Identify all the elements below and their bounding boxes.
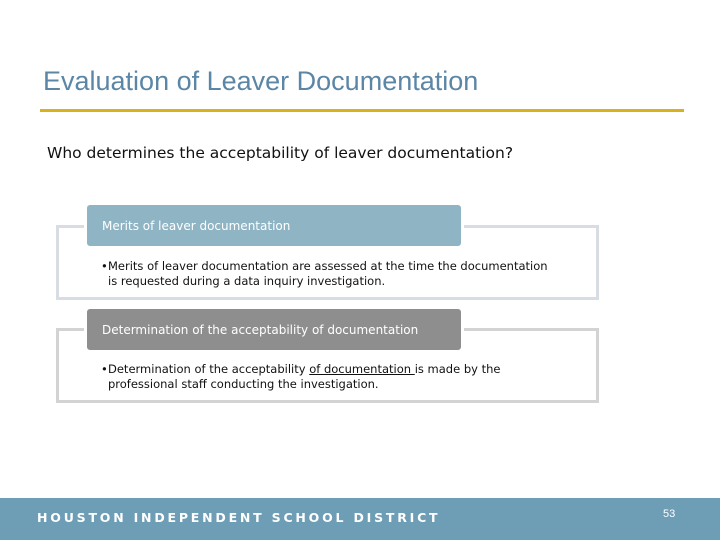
determination-bullet-line2: professional staff conducting the investigation.	[108, 377, 379, 391]
page-number: 53	[663, 508, 676, 520]
merits-bullet-line1: Merits of leaver documentation are assessed at the time the documentation	[108, 259, 548, 273]
determination-heading: Determination of the acceptability of documentation	[102, 323, 419, 337]
merits-heading-tab	[84, 202, 464, 249]
determination-bullet-underlined: of documentation	[309, 362, 415, 376]
determination-heading-tab	[84, 306, 464, 353]
bullet-icon: •	[101, 362, 108, 376]
merits-heading: Merits of leaver documentation	[102, 219, 291, 233]
question-text: Who determines the acceptability of leaver documentation?	[47, 144, 514, 162]
footer-bar	[0, 498, 720, 540]
determination-bullet-suffix: is made by the	[414, 362, 501, 376]
slide-title: Evaluation of Leaver Documentation	[43, 66, 479, 96]
merits-bullet-line2: is requested during a data inquiry investigation.	[108, 274, 386, 288]
determination-bullet	[101, 362, 571, 392]
determination-bullet-prefix: Determination of the acceptability	[108, 362, 310, 376]
title-divider	[40, 109, 684, 112]
organization-name: HOUSTON INDEPENDENT SCHOOL DISTRICT	[37, 510, 441, 525]
bullet-icon: •	[101, 259, 108, 273]
merits-bullet	[101, 259, 571, 289]
